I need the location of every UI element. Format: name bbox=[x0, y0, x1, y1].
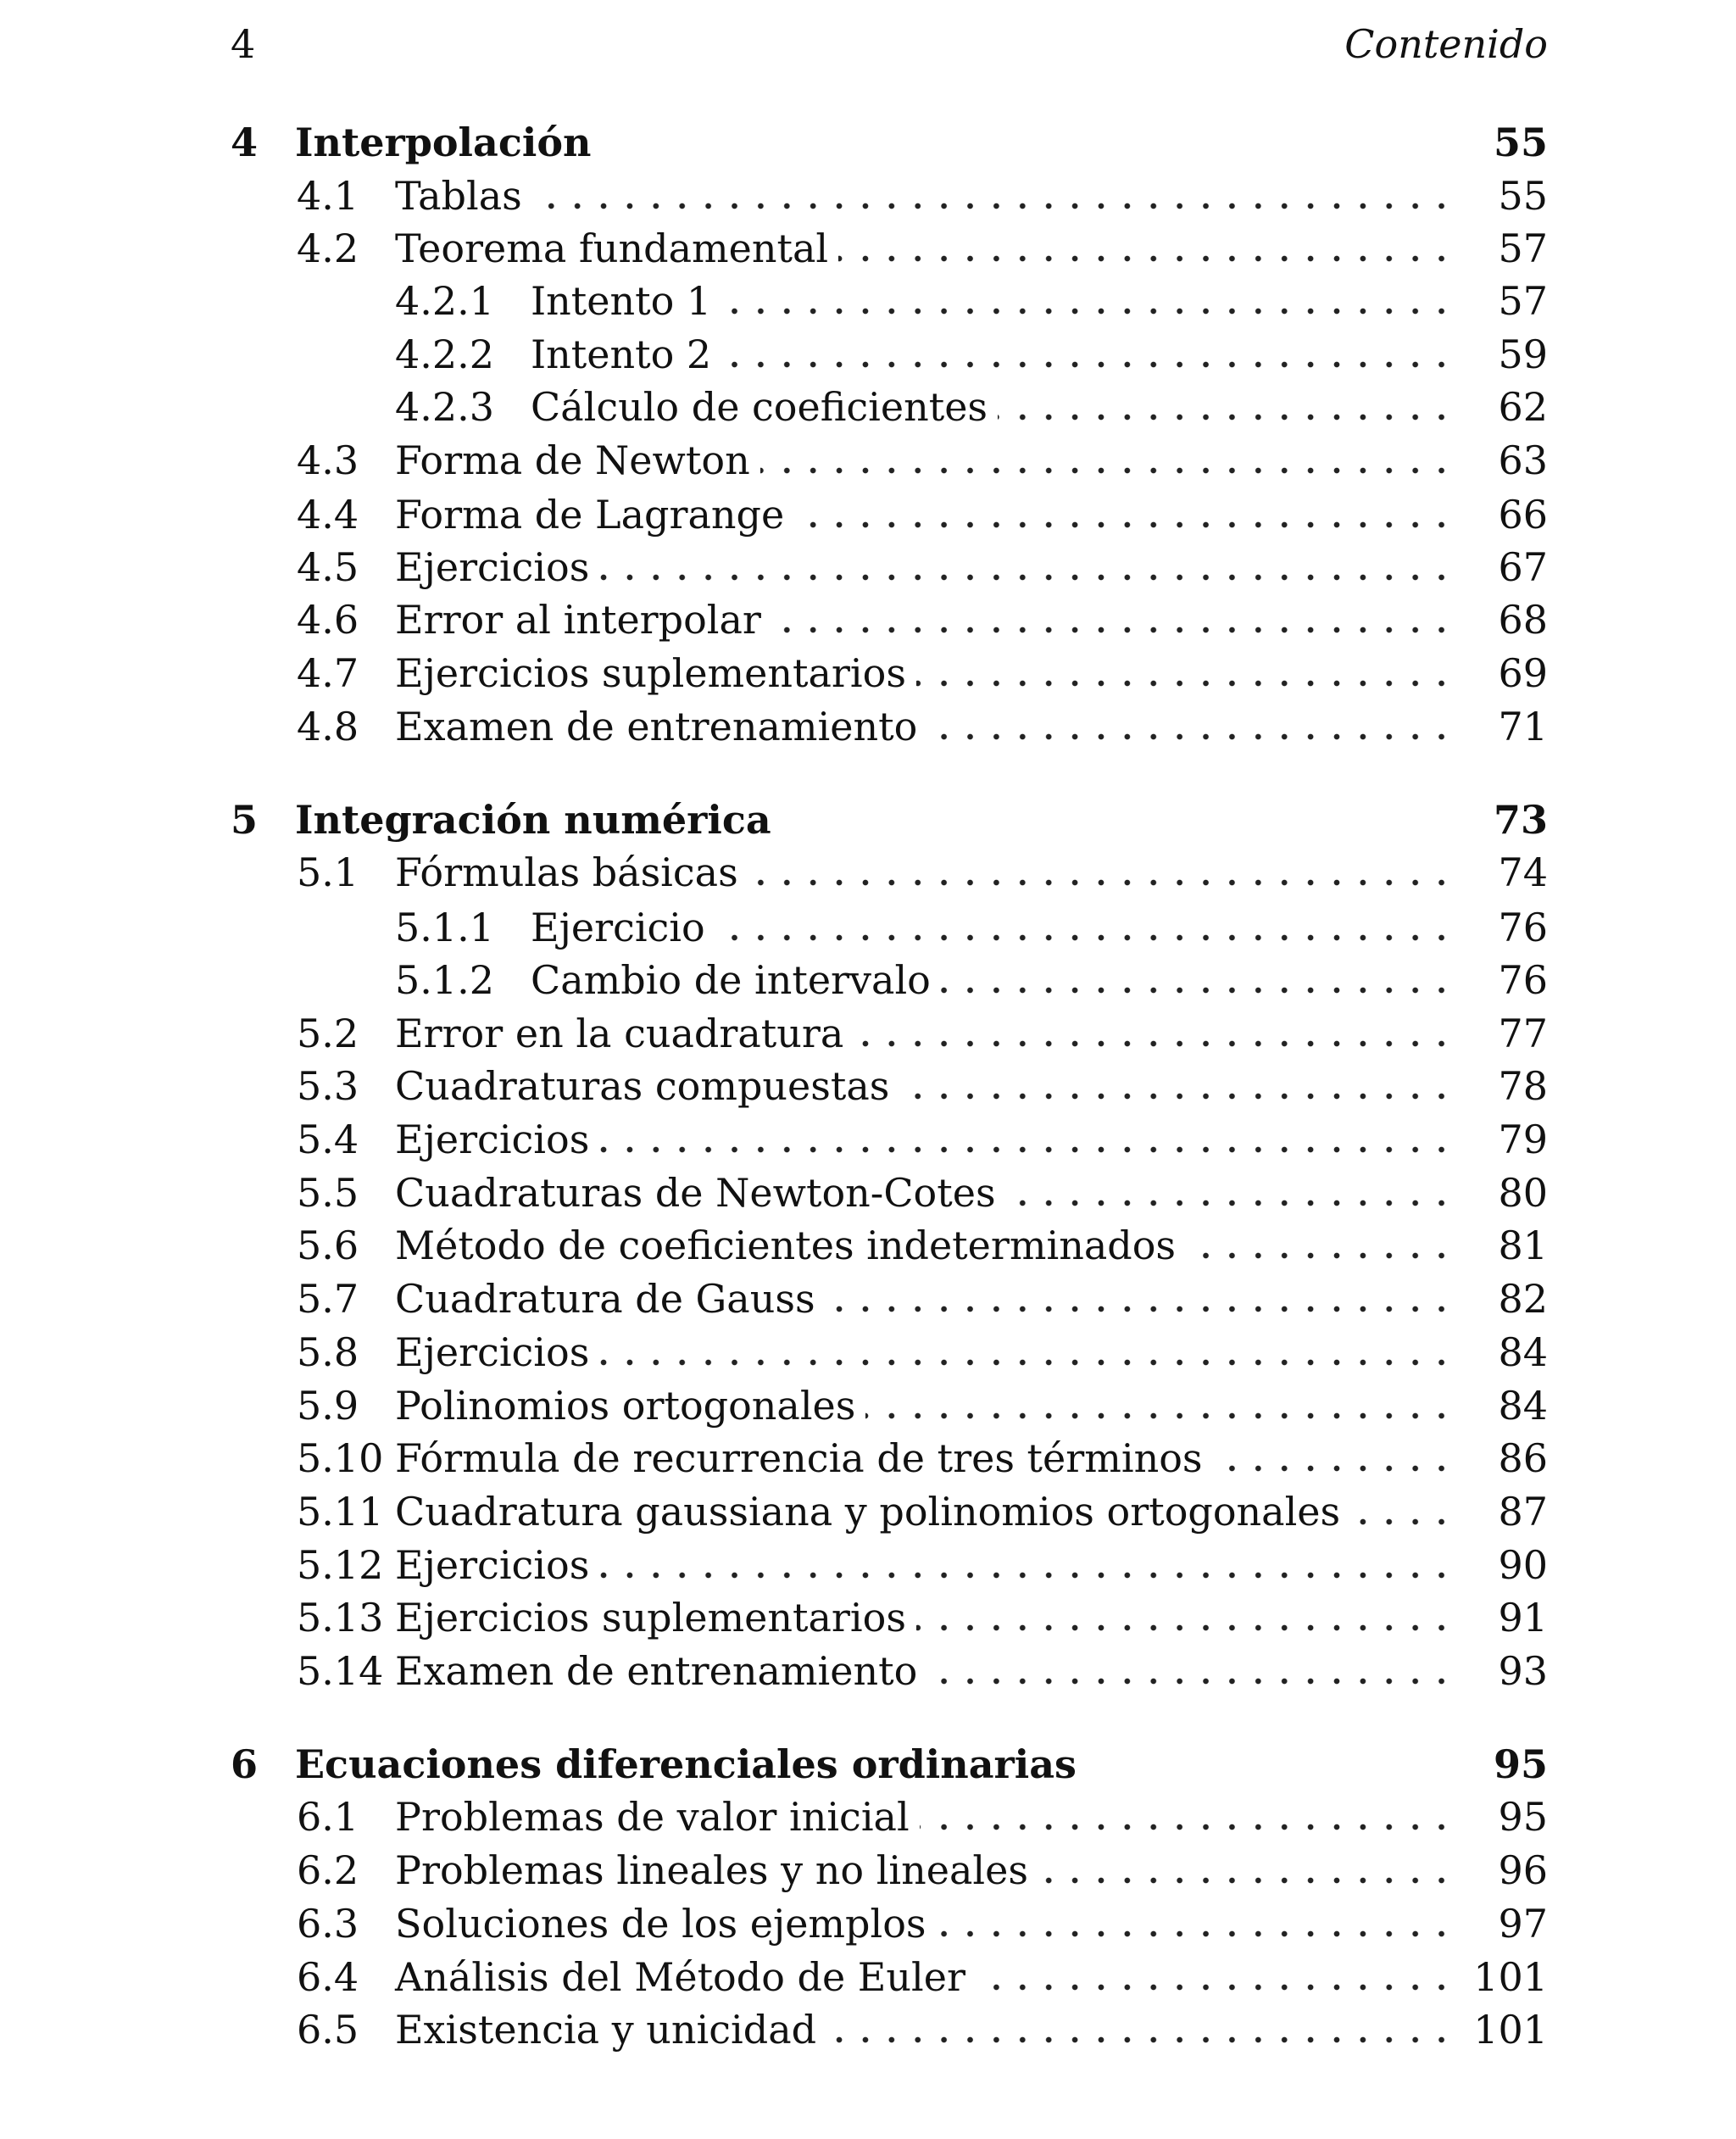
toc-entry-title: Ejercicios bbox=[395, 544, 590, 590]
toc-entry-title: Interpolación bbox=[295, 120, 592, 165]
toc-entry-page: 91 bbox=[1498, 1595, 1548, 1640]
toc-entry-page: 93 bbox=[1498, 1648, 1548, 1694]
toc-entry-number: 6.1 bbox=[297, 1794, 359, 1840]
toc-entry-title: Cuadraturas compuestas bbox=[395, 1063, 890, 1109]
toc-entry-page: 62 bbox=[1498, 384, 1548, 430]
toc-entry[interactable] bbox=[297, 1897, 1548, 1950]
dot-leader bbox=[920, 1791, 1455, 1843]
toc-entry-number: 4.2.2 bbox=[395, 331, 495, 377]
toc-entry[interactable] bbox=[395, 901, 1548, 954]
dot-leader bbox=[916, 1591, 1455, 1644]
dot-leader bbox=[771, 593, 1455, 646]
toc-entry-page: 67 bbox=[1498, 544, 1548, 590]
toc-entry[interactable] bbox=[297, 700, 1548, 753]
toc-chapter-entry[interactable] bbox=[231, 1738, 1548, 1791]
toc-entry-page: 59 bbox=[1498, 331, 1548, 377]
toc-entry[interactable] bbox=[297, 1060, 1548, 1112]
dot-leader bbox=[721, 328, 1455, 381]
toc-entry-title: Error en la cuadratura bbox=[395, 1011, 844, 1056]
toc-entry-title: Examen de entrenamiento bbox=[395, 704, 918, 749]
toc-entry-title: Examen de entrenamiento bbox=[395, 1648, 918, 1694]
toc-entry[interactable] bbox=[297, 1432, 1548, 1484]
toc-entry-page: 87 bbox=[1498, 1489, 1548, 1535]
toc-entry-page: 76 bbox=[1498, 957, 1548, 1003]
toc-entry-title: Ejercicios bbox=[395, 1117, 590, 1162]
toc-entry-page: 57 bbox=[1498, 278, 1548, 324]
toc-entry[interactable] bbox=[297, 488, 1548, 541]
dot-leader bbox=[826, 1273, 1455, 1325]
toc-entry-number: 5.1 bbox=[297, 849, 359, 895]
toc-entry-title: Problemas de valor inicial bbox=[395, 1794, 910, 1840]
toc-entry-page: 76 bbox=[1498, 905, 1548, 950]
toc-entry-page: 80 bbox=[1498, 1170, 1548, 1216]
toc-entry-number: 4.6 bbox=[297, 597, 359, 643]
toc-entry-title: Cuadratura gaussiana y polinomios ortogonales bbox=[395, 1489, 1341, 1535]
dot-leader bbox=[976, 1951, 1455, 2003]
toc-entry-number: 6.2 bbox=[297, 1847, 359, 1893]
toc-entry-number: 5.14 bbox=[297, 1648, 384, 1694]
toc-entry-page: 73 bbox=[1493, 797, 1548, 843]
toc-entry[interactable] bbox=[297, 2003, 1548, 2056]
toc-entry-title: Ejercicios suplementarios bbox=[395, 1595, 906, 1640]
toc-entry-number: 5.1.2 bbox=[395, 957, 495, 1003]
dot-leader bbox=[1213, 1432, 1455, 1484]
dot-leader bbox=[865, 1379, 1455, 1432]
dot-leader bbox=[1006, 1167, 1455, 1219]
dot-leader bbox=[599, 1539, 1455, 1591]
toc-entry[interactable] bbox=[395, 328, 1548, 381]
dot-leader bbox=[1350, 1485, 1455, 1538]
toc-entry-title: Fórmula de recurrencia de tres términos bbox=[395, 1435, 1203, 1481]
toc-entry[interactable] bbox=[297, 1326, 1548, 1379]
toc-entry-title: Ecuaciones diferenciales ordinarias bbox=[295, 1741, 1077, 1787]
dot-leader bbox=[1038, 1844, 1455, 1897]
toc-entry-title: Cálculo de coeficientes bbox=[531, 384, 988, 430]
toc-entry-number: 6.4 bbox=[297, 1954, 359, 2000]
toc-entry-page: 55 bbox=[1493, 120, 1548, 165]
toc-entry-page: 81 bbox=[1498, 1223, 1548, 1268]
dot-leader bbox=[899, 1060, 1455, 1112]
toc-entry-page: 77 bbox=[1498, 1011, 1548, 1056]
dot-leader bbox=[927, 700, 1455, 753]
dot-leader bbox=[1186, 1219, 1455, 1272]
toc-entry-title: Ejercicios suplementarios bbox=[395, 650, 906, 696]
toc-entry[interactable] bbox=[297, 1379, 1548, 1432]
toc-entry[interactable] bbox=[297, 1219, 1548, 1272]
dot-leader bbox=[748, 846, 1455, 899]
toc-entry-number: 4.7 bbox=[297, 650, 359, 696]
toc-entry-number: 5.10 bbox=[297, 1435, 384, 1481]
toc-entry-title: Cuadraturas de Newton-Cotes bbox=[395, 1170, 996, 1216]
toc-entry-page: 95 bbox=[1493, 1741, 1548, 1787]
toc-entry-number: 5.2 bbox=[297, 1011, 359, 1056]
toc-entry-page: 84 bbox=[1498, 1383, 1548, 1429]
toc-entry-page: 90 bbox=[1498, 1542, 1548, 1588]
toc-entry-page: 79 bbox=[1498, 1117, 1548, 1162]
toc-entry[interactable] bbox=[297, 170, 1548, 222]
toc-entry-number: 4.5 bbox=[297, 544, 359, 590]
toc-entry-page: 63 bbox=[1498, 437, 1548, 483]
toc-entry-title: Problemas lineales y no lineales bbox=[395, 1847, 1028, 1893]
toc-entry-title: Ejercicios bbox=[395, 1542, 590, 1588]
toc-entry-number: 4.4 bbox=[297, 492, 359, 538]
toc-entry-number: 5.11 bbox=[297, 1489, 384, 1535]
dot-leader bbox=[721, 275, 1455, 327]
toc-entry-page: 96 bbox=[1498, 1847, 1548, 1893]
toc-entry-number: 5.1.1 bbox=[395, 905, 495, 950]
toc-entry-number: 4 bbox=[231, 120, 259, 165]
toc-entry-title: Cuadratura de Gauss bbox=[395, 1276, 815, 1322]
dot-leader bbox=[941, 954, 1455, 1006]
toc-entry-title: Cambio de intervalo bbox=[531, 957, 931, 1003]
toc-entry[interactable] bbox=[297, 1113, 1548, 1166]
toc-entry-number: 4.2.3 bbox=[395, 384, 495, 430]
toc-entry-number: 4.2.1 bbox=[395, 278, 495, 324]
toc-entry[interactable] bbox=[297, 1273, 1548, 1325]
toc-entry-title: Fórmulas básicas bbox=[395, 849, 738, 895]
toc-entry[interactable] bbox=[297, 1007, 1548, 1060]
dot-leader bbox=[838, 222, 1455, 275]
running-header-title: Contenido bbox=[1344, 21, 1548, 67]
toc-entry-number: 5.9 bbox=[297, 1383, 359, 1429]
toc-entry[interactable] bbox=[297, 593, 1548, 646]
toc-entry[interactable] bbox=[395, 381, 1548, 433]
toc-entry-number: 4.1 bbox=[297, 173, 359, 219]
toc-entry[interactable] bbox=[297, 647, 1548, 699]
toc-entry-title: Ejercicios bbox=[395, 1329, 590, 1375]
toc-entry-number: 6.5 bbox=[297, 2007, 359, 2053]
toc-entry-page: 84 bbox=[1498, 1329, 1548, 1375]
toc-entry-title: Existencia y unicidad bbox=[395, 2007, 817, 2053]
toc-entry-page: 86 bbox=[1498, 1435, 1548, 1481]
toc-entry-title: Análisis del Método de Euler bbox=[395, 1954, 965, 2000]
toc-entry-title: Teorema fundamental bbox=[395, 226, 829, 271]
toc-entry-title: Forma de Newton bbox=[395, 437, 750, 483]
toc-entry-title: Error al interpolar bbox=[395, 597, 761, 643]
toc-entry-title: Polinomios ortogonales bbox=[395, 1383, 856, 1429]
toc-entry[interactable] bbox=[297, 1645, 1548, 1697]
toc-entry-page: 66 bbox=[1498, 492, 1548, 538]
dot-leader bbox=[715, 901, 1455, 954]
dot-leader bbox=[916, 647, 1455, 699]
toc-entry-title: Método de coeficientes indeterminados bbox=[395, 1223, 1177, 1268]
toc-entry-number: 5.7 bbox=[297, 1276, 359, 1322]
toc-entry-number: 4.2 bbox=[297, 226, 359, 271]
toc-entry-page: 78 bbox=[1498, 1063, 1548, 1109]
dot-leader bbox=[599, 1326, 1455, 1379]
dot-leader bbox=[532, 170, 1455, 222]
toc-entry-page: 68 bbox=[1498, 597, 1548, 643]
toc-entry-number: 5.8 bbox=[297, 1329, 359, 1375]
dot-leader bbox=[599, 541, 1455, 593]
dot-leader bbox=[826, 2003, 1455, 2056]
toc-entry-page: 57 bbox=[1498, 226, 1548, 271]
dot-leader bbox=[794, 488, 1455, 541]
toc-entry-number: 5.3 bbox=[297, 1063, 359, 1109]
toc-chapter-entry[interactable] bbox=[231, 794, 1548, 846]
toc-entry-number: 6 bbox=[231, 1741, 259, 1787]
toc-entry-page: 95 bbox=[1498, 1794, 1548, 1840]
toc-entry-page: 71 bbox=[1498, 704, 1548, 749]
toc-entry-number: 5.13 bbox=[297, 1595, 384, 1640]
toc-entry-page: 97 bbox=[1498, 1901, 1548, 1947]
toc-entry-title: Integración numérica bbox=[295, 797, 771, 843]
dot-leader bbox=[927, 1645, 1455, 1697]
toc-entry[interactable] bbox=[297, 1791, 1548, 1843]
toc-entry[interactable] bbox=[297, 1167, 1548, 1219]
toc-entry-number: 4.3 bbox=[297, 437, 359, 483]
toc-entry[interactable] bbox=[297, 1591, 1548, 1644]
toc-entry[interactable] bbox=[395, 954, 1548, 1006]
toc-entry-number: 5 bbox=[231, 797, 259, 843]
toc-entry-page: 82 bbox=[1498, 1276, 1548, 1322]
toc-entry-title: Intento 1 bbox=[531, 278, 712, 324]
dot-leader bbox=[854, 1007, 1455, 1060]
toc-entry-title: Ejercicio bbox=[531, 905, 705, 950]
toc-entry[interactable] bbox=[395, 275, 1548, 327]
dot-leader bbox=[760, 434, 1455, 487]
toc-entry[interactable] bbox=[297, 1844, 1548, 1897]
toc-entry-page: 74 bbox=[1498, 849, 1548, 895]
toc-entry-number: 4.8 bbox=[297, 704, 359, 749]
toc-entry-number: 5.12 bbox=[297, 1542, 384, 1588]
toc-chapter-entry[interactable] bbox=[231, 116, 1548, 169]
toc-entry[interactable] bbox=[297, 1485, 1548, 1538]
toc-entry-title: Forma de Lagrange bbox=[395, 492, 785, 538]
dot-leader bbox=[998, 381, 1455, 433]
toc-entry[interactable] bbox=[297, 541, 1548, 593]
toc-entry-number: 5.6 bbox=[297, 1223, 359, 1268]
toc-entry-page: 69 bbox=[1498, 650, 1548, 696]
page-number: 4 bbox=[231, 21, 256, 67]
toc-entry-page: 55 bbox=[1498, 173, 1548, 219]
toc-entry-title: Intento 2 bbox=[531, 331, 712, 377]
dot-leader bbox=[599, 1113, 1455, 1166]
toc-entry-number: 5.4 bbox=[297, 1117, 359, 1162]
toc-entry-title: Soluciones de los ejemplos bbox=[395, 1901, 926, 1947]
toc-entry-title: Tablas bbox=[395, 173, 522, 219]
toc-entry-page: 101 bbox=[1473, 1954, 1548, 2000]
toc-entry[interactable] bbox=[297, 434, 1548, 487]
dot-leader bbox=[937, 1897, 1455, 1950]
toc-entry-page: 101 bbox=[1473, 2007, 1548, 2053]
toc-entry-number: 6.3 bbox=[297, 1901, 359, 1947]
toc-entry[interactable] bbox=[297, 1951, 1548, 2003]
toc-entry[interactable] bbox=[297, 222, 1548, 275]
toc-entry[interactable] bbox=[297, 846, 1548, 899]
toc-entry[interactable] bbox=[297, 1539, 1548, 1591]
toc-entry-number: 5.5 bbox=[297, 1170, 359, 1216]
